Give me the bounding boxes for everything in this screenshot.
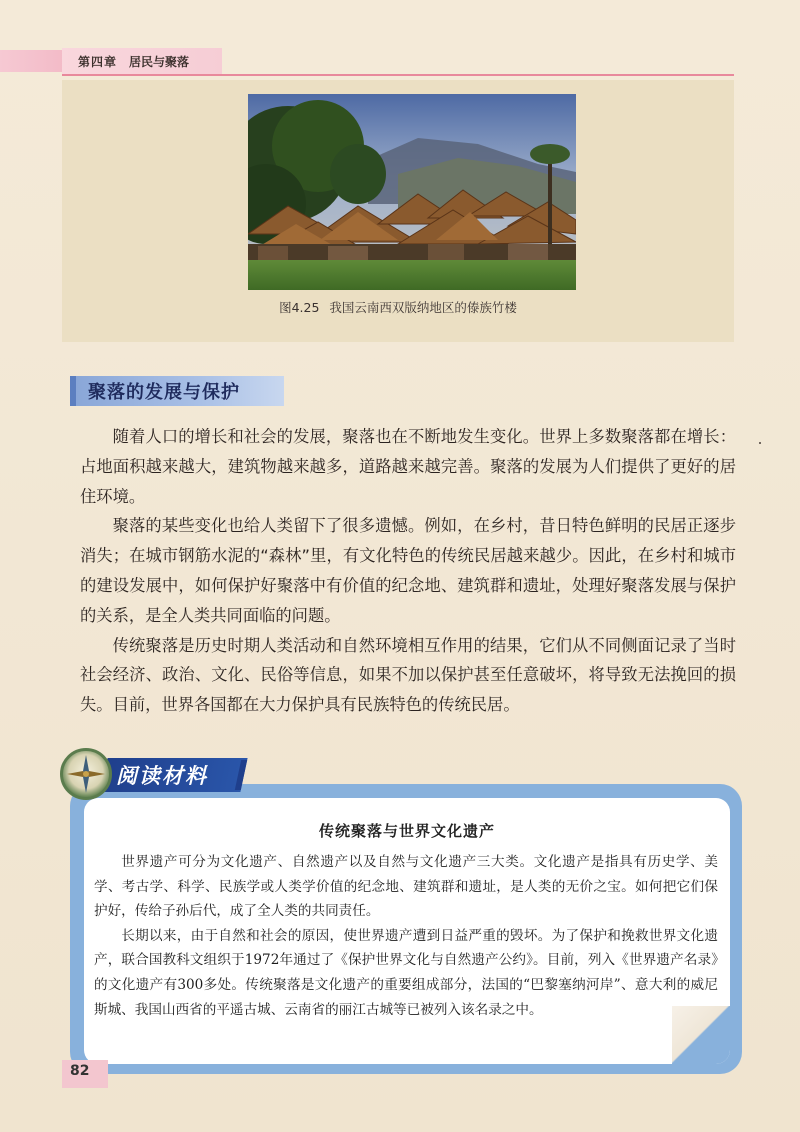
reading-body — [94, 850, 718, 1022]
body-paragraph-2: 聚落的某些变化也给人类留下了很多遗憾。例如，在乡村，昔日特色鲜明的民居正逐步消失；在城市钢筋水泥的“森林”里，有文化特色的传统民居越来越少。因此，在乡村和城市的建设发展中，如何保护好聚落中有价值的纪念地、建筑群和遗址，处理好聚落发展与保护的关系，是全人类共同面临的问题。 — [80, 516, 736, 625]
section-heading-text: 聚落的发展与保护 — [88, 382, 240, 403]
body-paragraph-1: 随着人口的增长和社会的发展，聚落也在不断地发生变化。世界上多数聚落都在增长：占地面积越来越大，建筑物越来越多，道路越来越完善。聚落的发展为人们提供了更好的居住环境。 — [80, 427, 736, 506]
figure-block — [62, 80, 734, 342]
dai-bamboo-house-photo — [248, 94, 576, 290]
chapter-number: 第四章 — [78, 54, 118, 69]
reading-title: 传统聚落与世界文化遗产 — [318, 822, 495, 840]
figure-caption-text: 我国云南西双版纳地区的傣族竹楼 — [329, 300, 517, 315]
figure-number: 图4.25 — [279, 300, 320, 315]
reading-paragraph-1: 世界遗产可分为文化遗产、自然遗产以及自然与文化遗产三大类。文化遗产是指具有历史学、美学、考古学、科学、民族学或人类学价值的纪念地、建筑群和遗址，是人类的无价之宝。如何把它们保护好，传给子孙后代，成了全人类的共同责任。 — [94, 854, 718, 920]
section-heading — [70, 376, 284, 406]
page-number: 82 — [70, 1063, 90, 1079]
header-rule-left — [62, 74, 222, 76]
chapter-title: 居民与聚落 — [129, 54, 190, 69]
figure-caption — [62, 298, 734, 316]
reading-paragraph-2: 长期以来，由于自然和社会的原因，使世界遗产遭到日益严重的毁坏。为了保护和挽救世界文化遗产，联合国教科文组织于1972年通过了《保护世界文化与自然遗产公约》。目前，列入《世界遗产名录》的文化遗产有300多处。传统聚落是文化遗产的重要组成部分，法国的“巴黎塞纳河岸”、意大利的威尼斯城、我国山西省的平遥古城、云南省的丽江古城等已被列入该名录之中。 — [94, 927, 718, 1018]
speck — [759, 442, 761, 444]
compass-icon — [60, 748, 112, 800]
header-rule — [222, 74, 734, 76]
reading-material-panel — [84, 798, 730, 1064]
reading-label: 阅读材料 — [116, 764, 208, 788]
section-body — [80, 422, 736, 720]
body-paragraph-3: 传统聚落是历史时期人类活动和自然环境相互作用的结果，它们从不同侧面记录了当时社会经济、政治、文化、民俗等信息，如果不加以保护甚至任意破坏，将导致无法挽回的损失。目前，世界各国都在大力保护具有民族特色的传统民居。 — [80, 635, 736, 715]
chapter-header — [62, 48, 222, 74]
page-curl-decoration — [672, 1006, 730, 1064]
